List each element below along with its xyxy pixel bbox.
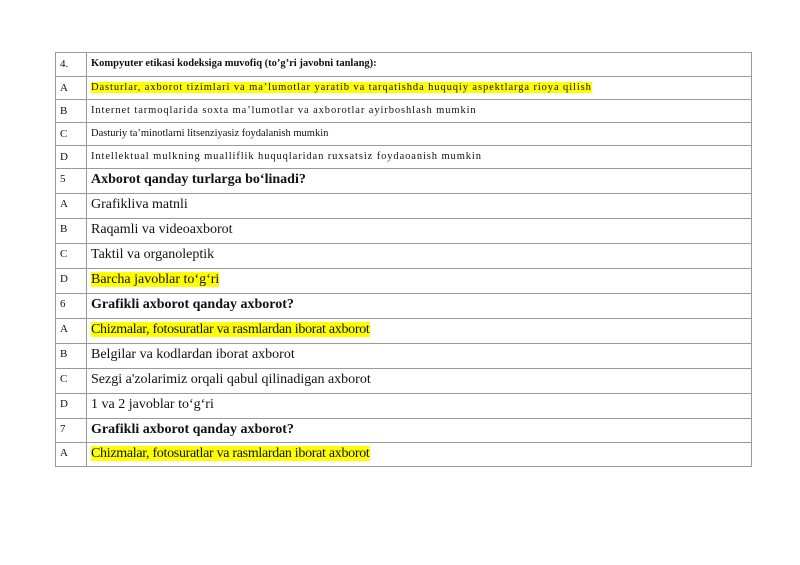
row-number: 7 (56, 419, 87, 443)
answer-text: Grafikliva matnli (87, 194, 752, 219)
question-row (56, 169, 752, 194)
row-number: 6 (56, 294, 87, 319)
answer-letter: D (56, 146, 87, 169)
question-row (56, 53, 752, 77)
answer-text (87, 269, 752, 294)
answer-letter: A (56, 319, 87, 344)
answer-row (56, 194, 752, 219)
question-text: Grafikli axborot qanday axborot? (87, 294, 752, 319)
answer-row (56, 443, 752, 467)
answer-text: Taktil va organoleptik (87, 244, 752, 269)
answer-text (87, 319, 752, 344)
answer-row (56, 146, 752, 169)
answer-row (56, 394, 752, 419)
answer-text: Belgilar va kodlardan iborat axborot (87, 344, 752, 369)
answer-row (56, 244, 752, 269)
answer-letter: A (56, 77, 87, 100)
answer-letter: C (56, 123, 87, 146)
answer-text (87, 77, 752, 100)
question-row (56, 294, 752, 319)
answer-text (87, 443, 752, 467)
question-text: Grafikli axborot qanday axborot? (87, 419, 752, 443)
row-number: 4. (56, 53, 87, 77)
answer-letter: A (56, 194, 87, 219)
answer-row (56, 77, 752, 100)
answer-text: Dasturiy ta’minotlarni litsenziyasiz foydalanish mumkin (87, 123, 752, 146)
question-text: Kompyuter etikasi kodeksiga muvofiq (to’g’ri javobni tanlang): (87, 53, 752, 77)
answer-row (56, 100, 752, 123)
answer-letter: C (56, 244, 87, 269)
answer-row (56, 344, 752, 369)
answer-text: Raqamli va videoaxborot (87, 219, 752, 244)
answer-letter: D (56, 394, 87, 419)
answer-text: Sezgi a'zolarimiz orqali qabul qilinadigan axborot (87, 369, 752, 394)
answer-letter: B (56, 344, 87, 369)
row-number: 5 (56, 169, 87, 194)
highlighted-answer: Chizmalar, fotosuratlar va rasmlardan iborat axborot (91, 446, 370, 461)
highlighted-answer: Chizmalar, fotosuratlar va rasmlardan iborat axborot (91, 322, 370, 337)
answer-row (56, 123, 752, 146)
answer-letter: B (56, 219, 87, 244)
answer-row (56, 369, 752, 394)
answer-row (56, 319, 752, 344)
question-text: Axborot qanday turlarga bo‘linadi? (87, 169, 752, 194)
answer-letter: D (56, 269, 87, 294)
answer-row (56, 219, 752, 244)
answer-text: 1 va 2 javoblar to‘g‘ri (87, 394, 752, 419)
highlighted-answer: Barcha javoblar to‘g‘ri (91, 272, 220, 287)
highlighted-answer: Dasturlar, axborot tizimlari va ma’lumotlar yaratib va tarqatishda huquqiy aspektlarga rioya qilish (91, 82, 592, 93)
answer-row (56, 269, 752, 294)
answer-letter: A (56, 443, 87, 467)
answer-letter: C (56, 369, 87, 394)
answer-text: Internet tarmoqlarida soxta ma’lumotlar va axborotlar ayirboshlash mumkin (87, 100, 752, 123)
answer-text: Intellektual mulkning mualliflik huquqlaridan ruxsatsiz foydaoanish mumkin (87, 146, 752, 169)
question-row (56, 419, 752, 443)
answer-letter: B (56, 100, 87, 123)
quiz-table (55, 52, 752, 467)
